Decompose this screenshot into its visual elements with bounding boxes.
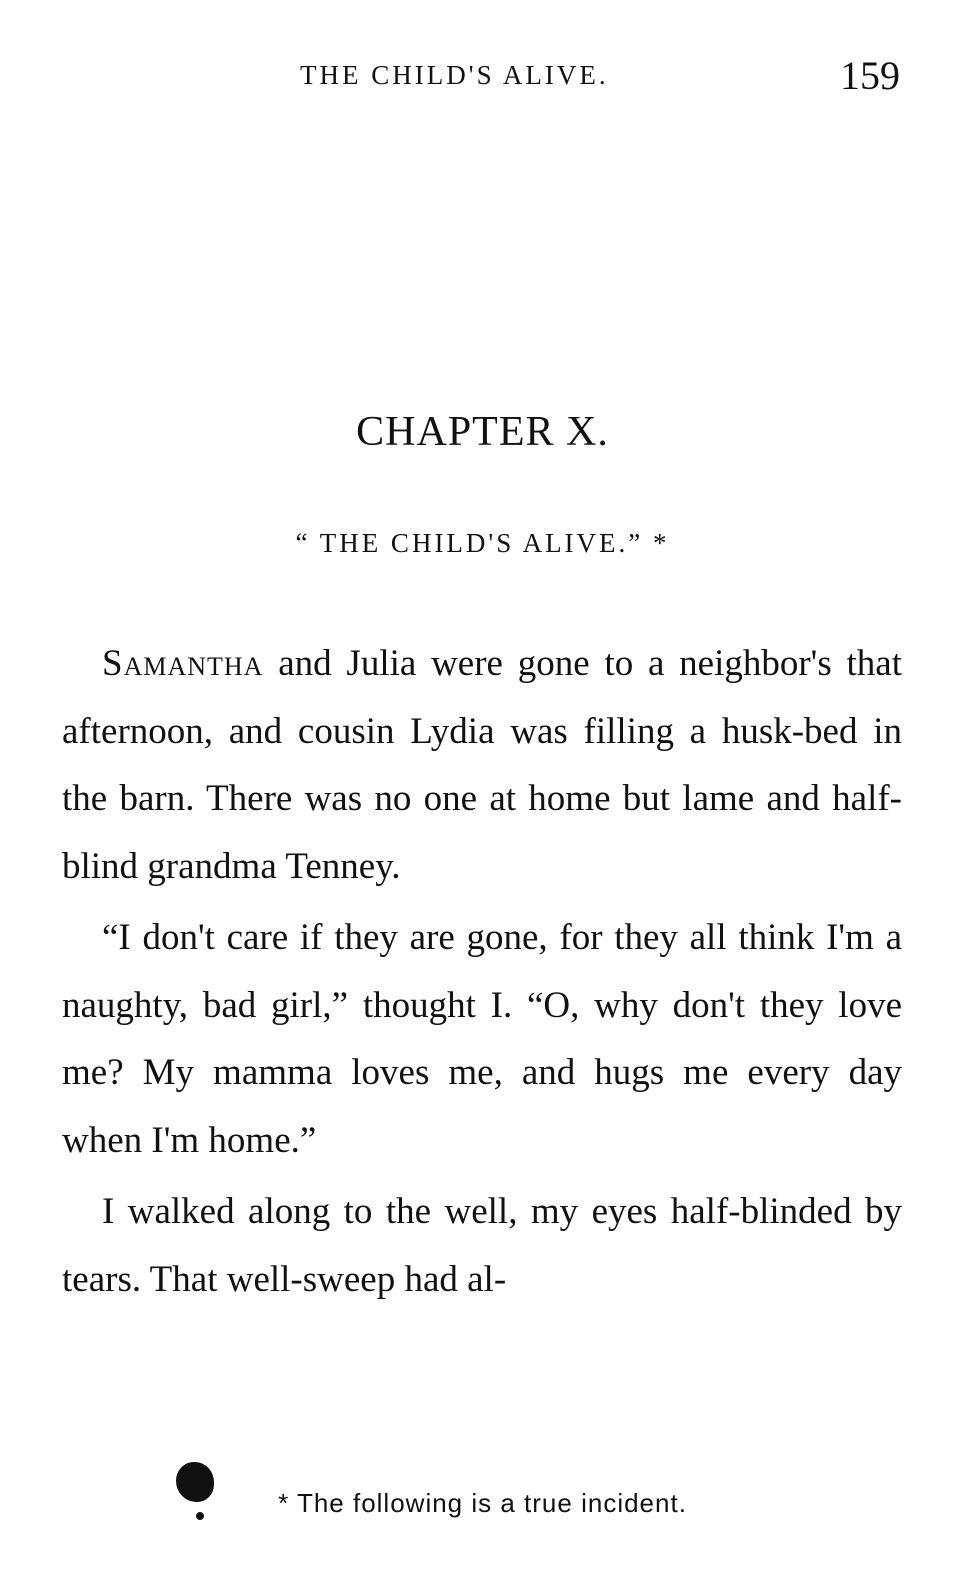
chapter-heading: CHAPTER X. [356,409,609,455]
paragraph-lead-word: Samantha [102,643,264,684]
body-text [62,630,902,1313]
paragraph-text: “I don't care if they are gone, for they all think I'm a naughty, bad girl,” thought I. “O, why don't they love me? My mamma loves me, and hugs me every day when I'm home.” [62,917,902,1161]
paragraph [62,1178,902,1313]
paragraph-text: I walked along to the well, my eyes half-blinded by tears. That well-sweep had al- [62,1191,902,1300]
paragraph-text: and Julia were gone to a neighbor's that afternoon, and cousin Lydia was filling a husk-bed in the barn. There was no one at home but lame and half-blind grandma Tenney. [62,643,902,887]
running-head [60,52,920,102]
paragraph [62,904,902,1174]
page-number: 159 [840,53,900,98]
paragraph [62,630,902,900]
running-title: THE CHILD'S ALIVE. [300,60,609,90]
footnote: * The following is a true incident. [278,1488,687,1518]
chapter-title: “ THE CHILD'S ALIVE.” * [295,528,670,558]
